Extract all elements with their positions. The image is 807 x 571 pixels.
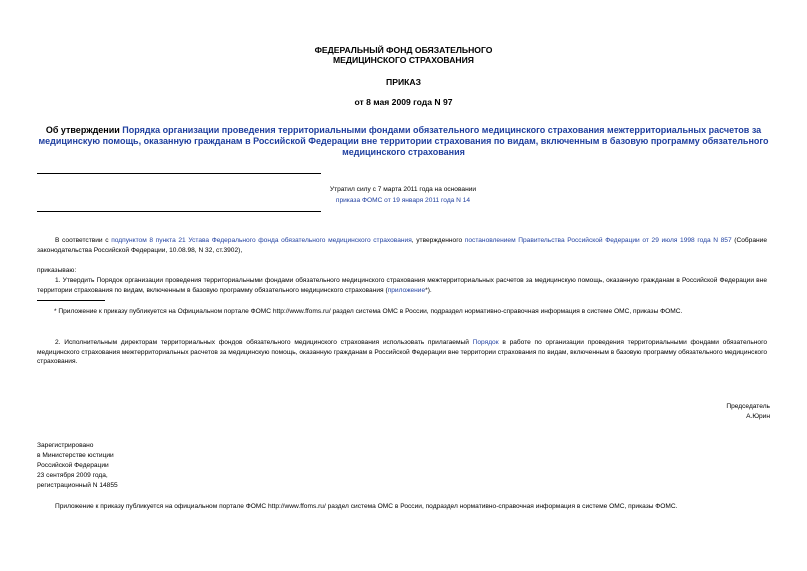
doc-title <box>30 125 777 158</box>
registration-line5: регистрационный N 14855 <box>37 482 118 489</box>
title-prefix: Об утверждении <box>45 125 123 135</box>
item-1-text: 1. Утвердить Порядок организации проведения территориальными фондами обязательного медицинского страхования межтерриториальных расчетов за медицинскую помощь, оказанную гражданам в Российской Федерации вне территории страхования по видам, включенным в базовую программу обязательного медицинского страхования ( <box>37 277 767 294</box>
signature-role: Председатель <box>726 403 770 410</box>
org-name-line1: ФЕДЕРАЛЬНЫЙ ФОНД ОБЯЗАТЕЛЬНОГО <box>314 45 493 55</box>
footnote: * Приложение к приказу публикуется на Официальном портале ФОМС http://www.ffoms.ru/ раздел система ОМС в России, подраздел нормативно-справочная информация в системе ОМС, приказы ФОМС. <box>54 308 683 315</box>
preamble-text2: , утвержденного <box>411 237 465 244</box>
item-2-text: 2. Исполнительным директорам территориальных фондов обязательного медицинского страхования использовать прилагаемый <box>55 339 473 346</box>
procedure-link[interactable]: Порядок <box>472 339 499 346</box>
org-name-line2: МЕДИЦИНСКОГО СТРАХОВАНИЯ <box>333 55 474 65</box>
status-line1: Утратил силу с 7 марта 2011 года на основании <box>329 186 477 193</box>
item-1-tail: *). <box>425 286 432 294</box>
preamble <box>37 236 767 255</box>
footnote-divider <box>37 300 105 301</box>
appendix-link[interactable]: приложение <box>387 286 426 294</box>
item-2-tail: в работе по организации проведения территориальными фондами обязательного медицинского страхования межтерриториальных расчетов за медицинскую помощь, оказанную гражданам в Российской Федерации вне территории страхования по видам, включенным в базовую программу обязательного медицинского страхования. <box>37 339 767 366</box>
doc-type: ПРИКАЗ <box>386 77 421 87</box>
registration-line4: 23 сентября 2009 года, <box>37 472 108 479</box>
item-1 <box>37 276 767 295</box>
registration-line2: в Министерстве юстиции <box>37 452 114 459</box>
doc-date: от 8 мая 2009 года N 97 <box>354 97 453 107</box>
item-2 <box>37 338 767 367</box>
preamble-text3: (Собрание законодательства Российской Федерации, 10.08.98, N 32, ст.3902), <box>37 237 768 254</box>
title-link[interactable]: Порядка организации проведения территориальными фондами обязательного медицинского страхования межтерриториальных расчетов за медицинскую помощь, оказанную гражданам в Российской Федерации вне территории страхования по видам, включенным в базовую программу обязательного медицинского страхования <box>38 125 769 157</box>
signature-name: А.Юрин <box>746 413 770 420</box>
resolution-link[interactable]: постановлением Правительства Российской Федерации от 29 июля 1998 года N 857 <box>464 237 732 244</box>
appendix-note: Приложение к приказу публикуется на официальном портале ФОМС http://www.ffoms.ru/ раздел система ОМС в России, подраздел нормативно-справочная информация в системе ОМС, приказы ФОМС. <box>55 503 678 510</box>
divider-bottom <box>37 211 321 212</box>
charter-link[interactable]: подпунктом 8 пункта 21 Устава Федерального фонда обязательного медицинского страхования <box>111 237 412 244</box>
registration-line3: Российской Федерации <box>37 462 109 469</box>
divider-top <box>37 173 321 174</box>
order-word: приказываю: <box>37 267 77 274</box>
preamble-text1: В соответствии с <box>55 237 112 244</box>
registration-line1: Зарегистрировано <box>37 442 94 449</box>
status-link[interactable]: приказа ФОМС от 19 января 2011 года N 14 <box>335 197 471 204</box>
